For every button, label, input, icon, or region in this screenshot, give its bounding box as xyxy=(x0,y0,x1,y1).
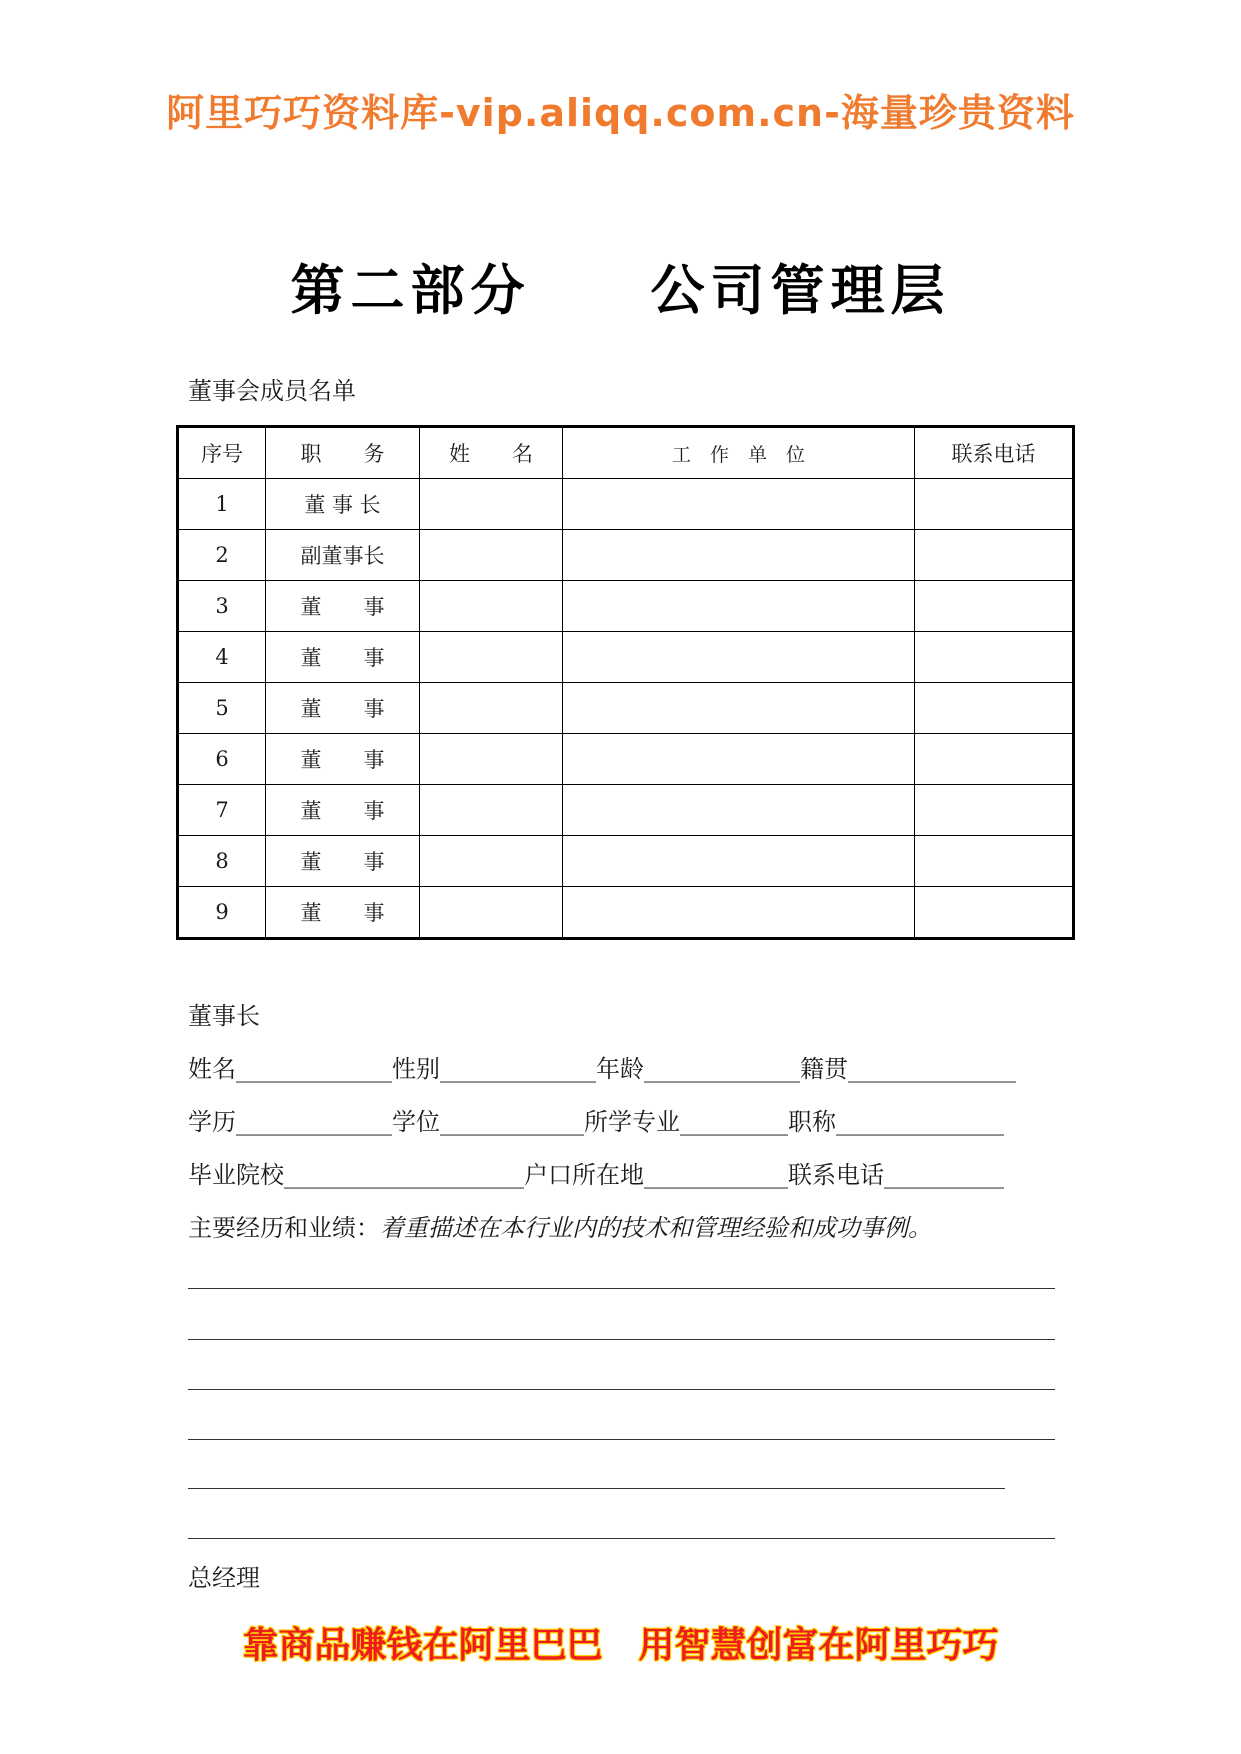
row-no: 3 xyxy=(178,581,266,632)
name-cell[interactable] xyxy=(420,734,563,785)
name-cell[interactable] xyxy=(420,632,563,683)
row-role: 董 事 xyxy=(266,581,420,632)
answer-line[interactable] xyxy=(188,1538,1055,1539)
name-cell[interactable] xyxy=(420,479,563,530)
row-role: 董 事 xyxy=(266,785,420,836)
table-row xyxy=(178,887,1074,939)
chairman-section-label: 董事长 xyxy=(188,1002,260,1030)
page-title: 第二部分 公司管理层 xyxy=(290,259,951,322)
employer-cell[interactable] xyxy=(563,785,915,836)
chairman-basic-info-line[interactable]: 姓名_____________性别_____________年龄_____________籍贯______________ xyxy=(188,1055,1016,1083)
phone-cell[interactable] xyxy=(915,632,1074,683)
experience-hint: 着重描述在本行业内的技术和管理经验和成功事例。 xyxy=(380,1214,932,1242)
phone-cell[interactable] xyxy=(915,683,1074,734)
board-section-label: 董事会成员名单 xyxy=(188,377,356,405)
phone-cell[interactable] xyxy=(915,479,1074,530)
experience-label: 主要经历和业绩： xyxy=(188,1214,380,1242)
board-members-table xyxy=(176,425,1075,940)
chairman-experience-prompt xyxy=(188,1208,1058,1243)
name-cell[interactable] xyxy=(420,836,563,887)
row-role: 董 事 xyxy=(266,887,420,939)
col-header-name: 姓 名 xyxy=(420,427,563,479)
row-role: 副董事长 xyxy=(266,530,420,581)
row-no: 4 xyxy=(178,632,266,683)
name-cell[interactable] xyxy=(420,887,563,939)
name-cell[interactable] xyxy=(420,530,563,581)
employer-cell[interactable] xyxy=(563,581,915,632)
row-role: 董 事 xyxy=(266,734,420,785)
row-no: 5 xyxy=(178,683,266,734)
footer-banner: 靠商品赚钱在阿里巴巴 用智慧创富在阿里巧巧 xyxy=(242,1625,999,1666)
name-cell[interactable] xyxy=(420,581,563,632)
table-header-row xyxy=(178,427,1074,479)
answer-line[interactable] xyxy=(188,1439,1055,1440)
phone-cell[interactable] xyxy=(915,734,1074,785)
row-role: 董 事 长 xyxy=(266,479,420,530)
col-header-phone: 联系电话 xyxy=(915,427,1074,479)
phone-cell[interactable] xyxy=(915,836,1074,887)
employer-cell[interactable] xyxy=(563,479,915,530)
answer-line[interactable] xyxy=(188,1389,1055,1390)
table-row xyxy=(178,632,1074,683)
employer-cell[interactable] xyxy=(563,734,915,785)
employer-cell[interactable] xyxy=(563,530,915,581)
table-row xyxy=(178,785,1074,836)
row-no: 9 xyxy=(178,887,266,939)
table-row xyxy=(178,836,1074,887)
table-row xyxy=(178,530,1074,581)
employer-cell[interactable] xyxy=(563,632,915,683)
phone-cell[interactable] xyxy=(915,785,1074,836)
employer-cell[interactable] xyxy=(563,683,915,734)
general-manager-section-label: 总经理 xyxy=(188,1564,260,1592)
phone-cell[interactable] xyxy=(915,530,1074,581)
chairman-school-line[interactable]: 毕业院校____________________户口所在地____________联系电话__________ xyxy=(188,1161,1004,1189)
answer-line[interactable] xyxy=(188,1488,1005,1489)
row-no: 2 xyxy=(178,530,266,581)
col-header-employer: 工 作 单 位 xyxy=(563,427,915,479)
table-row xyxy=(178,683,1074,734)
answer-line[interactable] xyxy=(188,1288,1055,1289)
col-header-role: 职 务 xyxy=(266,427,420,479)
row-no: 8 xyxy=(178,836,266,887)
name-cell[interactable] xyxy=(420,683,563,734)
phone-cell[interactable] xyxy=(915,581,1074,632)
name-cell[interactable] xyxy=(420,785,563,836)
header-banner: 阿里巧巧资料库-vip.aliqq.com.cn-海量珍贵资料 xyxy=(166,91,1075,135)
row-role: 董 事 xyxy=(266,836,420,887)
row-no: 6 xyxy=(178,734,266,785)
employer-cell[interactable] xyxy=(563,887,915,939)
chairman-education-line[interactable]: 学历_____________学位____________所学专业_________职称______________ xyxy=(188,1108,1004,1136)
table-row xyxy=(178,581,1074,632)
table-row xyxy=(178,479,1074,530)
employer-cell[interactable] xyxy=(563,836,915,887)
row-no: 1 xyxy=(178,479,266,530)
row-role: 董 事 xyxy=(266,683,420,734)
phone-cell[interactable] xyxy=(915,887,1074,939)
table-row xyxy=(178,734,1074,785)
col-header-no: 序号 xyxy=(178,427,266,479)
row-role: 董 事 xyxy=(266,632,420,683)
answer-line[interactable] xyxy=(188,1339,1055,1340)
row-no: 7 xyxy=(178,785,266,836)
